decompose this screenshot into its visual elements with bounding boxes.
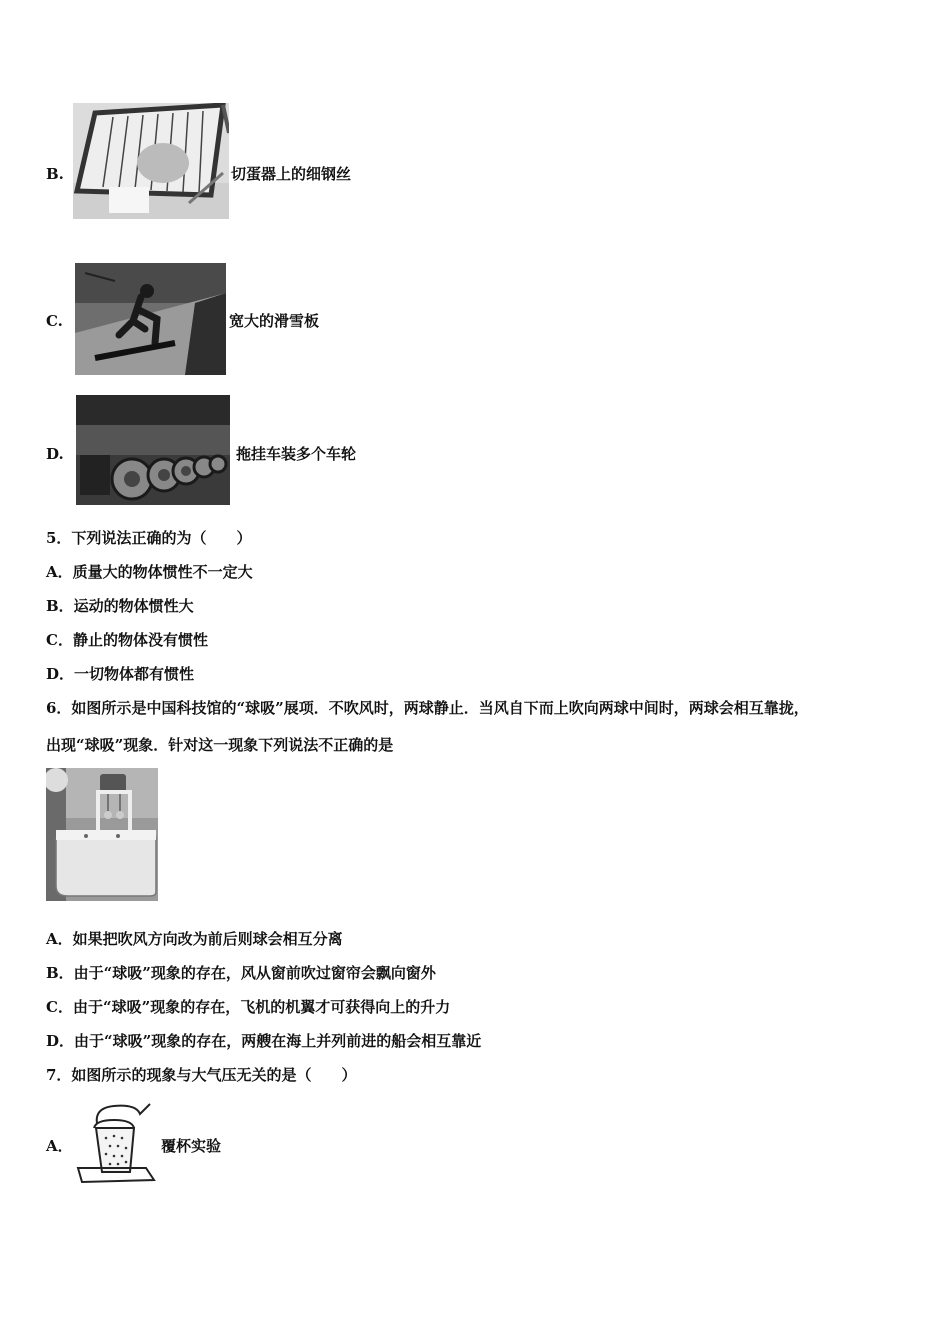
inverted-cup-experiment-drawing [74, 1098, 158, 1184]
egg-slicer-photo [73, 103, 229, 219]
trailer-truck-photo [76, 395, 230, 505]
q7-option-caption-a: 覆杯实验 [161, 1137, 222, 1155]
q5-option-b: B．运动的物体惯性大 [46, 597, 194, 615]
question-5-stem: 5．下列说法正确的为（ ） [46, 529, 252, 547]
option-letter-b: B. [46, 165, 64, 183]
q6-option-b: B．由于“球吸”现象的存在，风从窗前吹过窗帘会飘向窗外 [46, 964, 436, 982]
question-6-stem-line1: 6．如图所示是中国科技馆的“球吸”展项．不吹风时，两球静止．当风自下而上吹向两球中间时，两球会相互靠拢， [46, 699, 809, 717]
q7-option-letter-a: A． [46, 1137, 73, 1155]
ball-suction-exhibit-photo [46, 768, 158, 901]
snowboard-photo [75, 263, 226, 375]
q5-option-d: D．一切物体都有惯性 [46, 665, 195, 683]
option-letter-d: D. [46, 445, 64, 463]
q5-option-a: A．质量大的物体惯性不一定大 [46, 563, 253, 581]
q6-option-d: D．由于“球吸”现象的存在，两艘在海上并列前进的船会相互靠近 [46, 1032, 482, 1050]
question-6-stem-line2: 出现“球吸”现象．针对这一现象下列说法不正确的是 [46, 736, 394, 754]
option-caption-c: 宽大的滑雪板 [229, 312, 320, 330]
option-caption-d: 拖挂车装多个车轮 [236, 445, 357, 463]
q6-option-a: A．如果把吹风方向改为前后则球会相互分离 [46, 930, 343, 948]
option-caption-b: 切蛋器上的细钢丝 [231, 165, 352, 183]
q5-option-c: C．静止的物体没有惯性 [46, 631, 208, 649]
q6-option-c: C．由于“球吸”现象的存在，飞机的机翼才可获得向上的升力 [46, 998, 451, 1016]
question-7-stem: 7．如图所示的现象与大气压无关的是（ ） [46, 1066, 357, 1084]
option-letter-c: C. [46, 312, 63, 330]
